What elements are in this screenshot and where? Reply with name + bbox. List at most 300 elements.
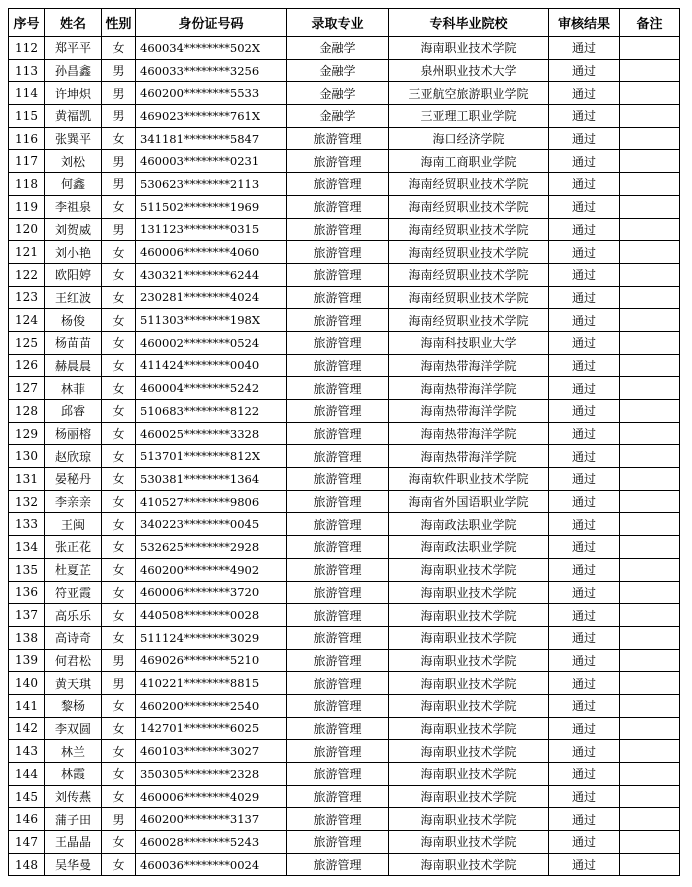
cell-id-number: 411424********0040 [136, 354, 287, 377]
cell-major: 旅游管理 [287, 195, 389, 218]
cell-remark [620, 59, 680, 82]
cell-id-number: 460036********0024 [136, 853, 287, 876]
table-row [9, 37, 680, 60]
cell-seq: 136 [9, 581, 45, 604]
cell-result: 通过 [549, 831, 620, 854]
cell-result: 通过 [549, 309, 620, 332]
cell-seq: 139 [9, 649, 45, 672]
cell-seq: 128 [9, 400, 45, 423]
cell-major: 旅游管理 [287, 150, 389, 173]
cell-name: 邱睿 [45, 400, 102, 423]
table-row [9, 490, 680, 513]
table-row [9, 309, 680, 332]
cell-seq: 134 [9, 536, 45, 559]
cell-id-number: 340223********0045 [136, 513, 287, 536]
cell-name: 张巽平 [45, 127, 102, 150]
cell-seq: 120 [9, 218, 45, 241]
cell-school: 海南职业技术学院 [389, 37, 549, 60]
cell-school: 海南经贸职业技术学院 [389, 309, 549, 332]
cell-name: 许坤炽 [45, 82, 102, 105]
cell-remark [620, 558, 680, 581]
cell-name: 刘贺威 [45, 218, 102, 241]
cell-result: 通过 [549, 490, 620, 513]
cell-result: 通过 [549, 717, 620, 740]
cell-id-number: 131123********0315 [136, 218, 287, 241]
cell-seq: 137 [9, 604, 45, 627]
cell-id-number: 460200********2540 [136, 694, 287, 717]
table-row [9, 263, 680, 286]
cell-school: 海南职业技术学院 [389, 740, 549, 763]
table-row [9, 808, 680, 831]
cell-gender: 男 [102, 218, 136, 241]
cell-school: 海南职业技术学院 [389, 808, 549, 831]
table-row [9, 581, 680, 604]
cell-result: 通过 [549, 105, 620, 128]
cell-gender: 女 [102, 763, 136, 786]
cell-seq: 135 [9, 558, 45, 581]
cell-major: 旅游管理 [287, 536, 389, 559]
cell-school: 海南省外国语职业学院 [389, 490, 549, 513]
cell-id-number: 511502********1969 [136, 195, 287, 218]
cell-name: 林霞 [45, 763, 102, 786]
cell-remark [620, 468, 680, 491]
table-row [9, 218, 680, 241]
cell-remark [620, 127, 680, 150]
table-row [9, 422, 680, 445]
cell-major: 旅游管理 [287, 127, 389, 150]
cell-name: 何君松 [45, 649, 102, 672]
cell-id-number: 532625********2928 [136, 536, 287, 559]
cell-name: 王晶晶 [45, 831, 102, 854]
cell-result: 通过 [549, 241, 620, 264]
cell-seq: 132 [9, 490, 45, 513]
cell-result: 通过 [549, 581, 620, 604]
cell-result: 通过 [549, 422, 620, 445]
table-row [9, 604, 680, 627]
cell-seq: 119 [9, 195, 45, 218]
table-row [9, 649, 680, 672]
table-row [9, 286, 680, 309]
cell-seq: 130 [9, 445, 45, 468]
cell-result: 通过 [549, 400, 620, 423]
cell-name: 林菲 [45, 377, 102, 400]
cell-name: 蒲子田 [45, 808, 102, 831]
table-header-row [9, 9, 680, 37]
table-row [9, 377, 680, 400]
cell-gender: 女 [102, 309, 136, 332]
cell-remark [620, 218, 680, 241]
cell-remark [620, 808, 680, 831]
cell-id-number: 460103********3027 [136, 740, 287, 763]
cell-gender: 女 [102, 195, 136, 218]
cell-name: 高诗奇 [45, 626, 102, 649]
cell-gender: 男 [102, 82, 136, 105]
table-row [9, 105, 680, 128]
cell-major: 旅游管理 [287, 263, 389, 286]
cell-seq: 118 [9, 173, 45, 196]
cell-seq: 126 [9, 354, 45, 377]
cell-seq: 112 [9, 37, 45, 60]
cell-major: 旅游管理 [287, 286, 389, 309]
cell-id-number: 513701********812X [136, 445, 287, 468]
cell-major: 金融学 [287, 82, 389, 105]
cell-gender: 男 [102, 150, 136, 173]
cell-result: 通过 [549, 649, 620, 672]
cell-school: 三亚理工职业学院 [389, 105, 549, 128]
cell-result: 通过 [549, 150, 620, 173]
cell-gender: 女 [102, 354, 136, 377]
cell-gender: 男 [102, 173, 136, 196]
cell-school: 海南职业技术学院 [389, 853, 549, 876]
cell-remark [620, 105, 680, 128]
cell-school: 海南热带海洋学院 [389, 377, 549, 400]
cell-gender: 男 [102, 105, 136, 128]
cell-result: 通过 [549, 59, 620, 82]
cell-school: 海南职业技术学院 [389, 649, 549, 672]
cell-seq: 142 [9, 717, 45, 740]
table-row [9, 445, 680, 468]
cell-gender: 女 [102, 785, 136, 808]
cell-major: 旅游管理 [287, 694, 389, 717]
cell-gender: 女 [102, 581, 136, 604]
table-row [9, 626, 680, 649]
cell-remark [620, 195, 680, 218]
cell-name: 刘小艳 [45, 241, 102, 264]
cell-major: 旅游管理 [287, 763, 389, 786]
cell-gender: 男 [102, 59, 136, 82]
cell-name: 林兰 [45, 740, 102, 763]
cell-remark [620, 649, 680, 672]
cell-gender: 女 [102, 127, 136, 150]
cell-gender: 女 [102, 740, 136, 763]
cell-school: 海南热带海洋学院 [389, 400, 549, 423]
cell-gender: 男 [102, 808, 136, 831]
cell-seq: 127 [9, 377, 45, 400]
cell-school: 海南职业技术学院 [389, 831, 549, 854]
cell-name: 黄天琪 [45, 672, 102, 695]
cell-result: 通过 [549, 331, 620, 354]
cell-name: 孙昌鑫 [45, 59, 102, 82]
cell-id-number: 460028********5243 [136, 831, 287, 854]
cell-result: 通过 [549, 853, 620, 876]
cell-school: 海南经贸职业技术学院 [389, 218, 549, 241]
cell-id-number: 460006********4029 [136, 785, 287, 808]
cell-remark [620, 536, 680, 559]
cell-result: 通过 [549, 377, 620, 400]
cell-gender: 女 [102, 717, 136, 740]
header-remark: 备注 [620, 9, 680, 37]
cell-gender: 男 [102, 672, 136, 695]
cell-gender: 女 [102, 377, 136, 400]
cell-gender: 女 [102, 445, 136, 468]
cell-id-number: 410221********8815 [136, 672, 287, 695]
cell-school: 海南热带海洋学院 [389, 354, 549, 377]
header-result: 审核结果 [549, 9, 620, 37]
cell-remark [620, 422, 680, 445]
cell-school: 三亚航空旅游职业学院 [389, 82, 549, 105]
cell-school: 海南职业技术学院 [389, 672, 549, 695]
cell-major: 旅游管理 [287, 173, 389, 196]
admission-review-sheet [8, 8, 680, 876]
cell-seq: 145 [9, 785, 45, 808]
cell-seq: 121 [9, 241, 45, 264]
cell-id-number: 440508********0028 [136, 604, 287, 627]
cell-seq: 131 [9, 468, 45, 491]
cell-name: 黄福凯 [45, 105, 102, 128]
cell-remark [620, 263, 680, 286]
cell-seq: 115 [9, 105, 45, 128]
cell-result: 通过 [549, 218, 620, 241]
cell-id-number: 469026********5210 [136, 649, 287, 672]
cell-major: 旅游管理 [287, 558, 389, 581]
cell-result: 通过 [549, 354, 620, 377]
cell-major: 旅游管理 [287, 717, 389, 740]
cell-school: 海南经贸职业技术学院 [389, 195, 549, 218]
cell-name: 晏秘丹 [45, 468, 102, 491]
table-row [9, 672, 680, 695]
cell-school: 海南政法职业学院 [389, 513, 549, 536]
cell-major: 旅游管理 [287, 400, 389, 423]
cell-school: 海南职业技术学院 [389, 626, 549, 649]
cell-gender: 女 [102, 604, 136, 627]
cell-major: 旅游管理 [287, 604, 389, 627]
cell-result: 通过 [549, 604, 620, 627]
cell-gender: 女 [102, 536, 136, 559]
cell-id-number: 511303********198X [136, 309, 287, 332]
cell-result: 通过 [549, 468, 620, 491]
cell-id-number: 410527********9806 [136, 490, 287, 513]
cell-remark [620, 717, 680, 740]
cell-seq: 113 [9, 59, 45, 82]
cell-remark [620, 853, 680, 876]
cell-result: 通过 [549, 286, 620, 309]
cell-remark [620, 445, 680, 468]
cell-id-number: 460033********3256 [136, 59, 287, 82]
cell-seq: 141 [9, 694, 45, 717]
cell-remark [620, 286, 680, 309]
cell-remark [620, 490, 680, 513]
cell-seq: 129 [9, 422, 45, 445]
cell-seq: 116 [9, 127, 45, 150]
header-school: 专科毕业院校 [389, 9, 549, 37]
cell-remark [620, 331, 680, 354]
table-row [9, 763, 680, 786]
cell-name: 符亚霞 [45, 581, 102, 604]
cell-remark [620, 626, 680, 649]
cell-remark [620, 150, 680, 173]
table-row [9, 354, 680, 377]
cell-remark [620, 82, 680, 105]
cell-major: 旅游管理 [287, 785, 389, 808]
header-seq: 序号 [9, 9, 45, 37]
cell-school: 海南经贸职业技术学院 [389, 263, 549, 286]
header-major: 录取专业 [287, 9, 389, 37]
cell-major: 旅游管理 [287, 808, 389, 831]
cell-name: 欧阳婷 [45, 263, 102, 286]
cell-school: 海南职业技术学院 [389, 717, 549, 740]
cell-major: 旅游管理 [287, 331, 389, 354]
cell-id-number: 230281********4024 [136, 286, 287, 309]
cell-seq: 125 [9, 331, 45, 354]
table-row [9, 173, 680, 196]
cell-remark [620, 354, 680, 377]
cell-id-number: 511124********3029 [136, 626, 287, 649]
cell-school: 海南职业技术学院 [389, 785, 549, 808]
cell-result: 通过 [549, 785, 620, 808]
cell-remark [620, 785, 680, 808]
cell-result: 通过 [549, 536, 620, 559]
cell-result: 通过 [549, 558, 620, 581]
cell-school: 海南职业技术学院 [389, 763, 549, 786]
cell-major: 旅游管理 [287, 853, 389, 876]
cell-major: 旅游管理 [287, 445, 389, 468]
cell-gender: 女 [102, 37, 136, 60]
cell-id-number: 350305********2328 [136, 763, 287, 786]
cell-result: 通过 [549, 672, 620, 695]
cell-seq: 122 [9, 263, 45, 286]
cell-major: 旅游管理 [287, 740, 389, 763]
cell-name: 黎杨 [45, 694, 102, 717]
cell-gender: 女 [102, 558, 136, 581]
cell-result: 通过 [549, 808, 620, 831]
cell-name: 杨丽榕 [45, 422, 102, 445]
cell-result: 通过 [549, 37, 620, 60]
cell-id-number: 460034********502X [136, 37, 287, 60]
cell-school: 海南经贸职业技术学院 [389, 241, 549, 264]
table-row [9, 831, 680, 854]
admission-review-table [8, 8, 680, 876]
table-row [9, 127, 680, 150]
cell-id-number: 460025********3328 [136, 422, 287, 445]
cell-result: 通过 [549, 195, 620, 218]
cell-name: 李亲亲 [45, 490, 102, 513]
header-gender: 性别 [102, 9, 136, 37]
cell-school: 海南软件职业技术学院 [389, 468, 549, 491]
cell-name: 李双圆 [45, 717, 102, 740]
cell-major: 旅游管理 [287, 468, 389, 491]
cell-gender: 女 [102, 331, 136, 354]
cell-remark [620, 400, 680, 423]
cell-remark [620, 694, 680, 717]
cell-name: 李祖泉 [45, 195, 102, 218]
cell-major: 旅游管理 [287, 581, 389, 604]
cell-name: 郑平平 [45, 37, 102, 60]
cell-id-number: 460200********4902 [136, 558, 287, 581]
cell-name: 刘松 [45, 150, 102, 173]
cell-school: 海南职业技术学院 [389, 558, 549, 581]
cell-id-number: 460003********0231 [136, 150, 287, 173]
cell-seq: 148 [9, 853, 45, 876]
cell-major: 旅游管理 [287, 354, 389, 377]
cell-id-number: 530381********1364 [136, 468, 287, 491]
cell-name: 高乐乐 [45, 604, 102, 627]
cell-school: 海南职业技术学院 [389, 694, 549, 717]
cell-school: 海南热带海洋学院 [389, 422, 549, 445]
cell-remark [620, 831, 680, 854]
cell-name: 刘传燕 [45, 785, 102, 808]
cell-gender: 女 [102, 490, 136, 513]
cell-gender: 女 [102, 241, 136, 264]
cell-id-number: 460006********3720 [136, 581, 287, 604]
cell-gender: 女 [102, 286, 136, 309]
cell-gender: 女 [102, 468, 136, 491]
table-row [9, 82, 680, 105]
cell-result: 通过 [549, 740, 620, 763]
cell-id-number: 469023********761X [136, 105, 287, 128]
cell-name: 张正花 [45, 536, 102, 559]
cell-school: 海南职业技术学院 [389, 581, 549, 604]
cell-major: 旅游管理 [287, 831, 389, 854]
cell-id-number: 460002********0524 [136, 331, 287, 354]
cell-result: 通过 [549, 82, 620, 105]
cell-school: 海南经贸职业技术学院 [389, 286, 549, 309]
table-row [9, 195, 680, 218]
header-id-number: 身份证号码 [136, 9, 287, 37]
table-row [9, 59, 680, 82]
table-row [9, 558, 680, 581]
cell-remark [620, 763, 680, 786]
cell-major: 旅游管理 [287, 377, 389, 400]
cell-gender: 女 [102, 853, 136, 876]
cell-name: 吴华曼 [45, 853, 102, 876]
cell-major: 旅游管理 [287, 649, 389, 672]
cell-remark [620, 672, 680, 695]
cell-school: 海南科技职业大学 [389, 331, 549, 354]
cell-major: 旅游管理 [287, 218, 389, 241]
cell-school: 海南职业技术学院 [389, 604, 549, 627]
cell-name: 何鑫 [45, 173, 102, 196]
cell-major: 旅游管理 [287, 490, 389, 513]
cell-seq: 114 [9, 82, 45, 105]
cell-id-number: 460200********3137 [136, 808, 287, 831]
cell-major: 旅游管理 [287, 626, 389, 649]
table-row [9, 331, 680, 354]
table-row [9, 241, 680, 264]
cell-major: 金融学 [287, 105, 389, 128]
cell-remark [620, 581, 680, 604]
cell-school: 海南工商职业学院 [389, 150, 549, 173]
cell-id-number: 510683********8122 [136, 400, 287, 423]
cell-seq: 124 [9, 309, 45, 332]
header-name: 姓名 [45, 9, 102, 37]
cell-name: 王红波 [45, 286, 102, 309]
cell-id-number: 142701********6025 [136, 717, 287, 740]
cell-seq: 144 [9, 763, 45, 786]
cell-major: 旅游管理 [287, 513, 389, 536]
table-row [9, 694, 680, 717]
cell-result: 通过 [549, 513, 620, 536]
cell-seq: 147 [9, 831, 45, 854]
cell-school: 海南政法职业学院 [389, 536, 549, 559]
cell-remark [620, 740, 680, 763]
cell-major: 金融学 [287, 59, 389, 82]
cell-gender: 女 [102, 263, 136, 286]
cell-seq: 123 [9, 286, 45, 309]
table-body [9, 37, 680, 876]
cell-school: 海南经贸职业技术学院 [389, 173, 549, 196]
cell-id-number: 460004********5242 [136, 377, 287, 400]
cell-name: 王闽 [45, 513, 102, 536]
cell-gender: 女 [102, 400, 136, 423]
cell-seq: 140 [9, 672, 45, 695]
cell-name: 杜夏芷 [45, 558, 102, 581]
table-row [9, 853, 680, 876]
cell-gender: 女 [102, 626, 136, 649]
cell-gender: 女 [102, 513, 136, 536]
cell-name: 赵欣琼 [45, 445, 102, 468]
table-row [9, 468, 680, 491]
cell-gender: 女 [102, 831, 136, 854]
